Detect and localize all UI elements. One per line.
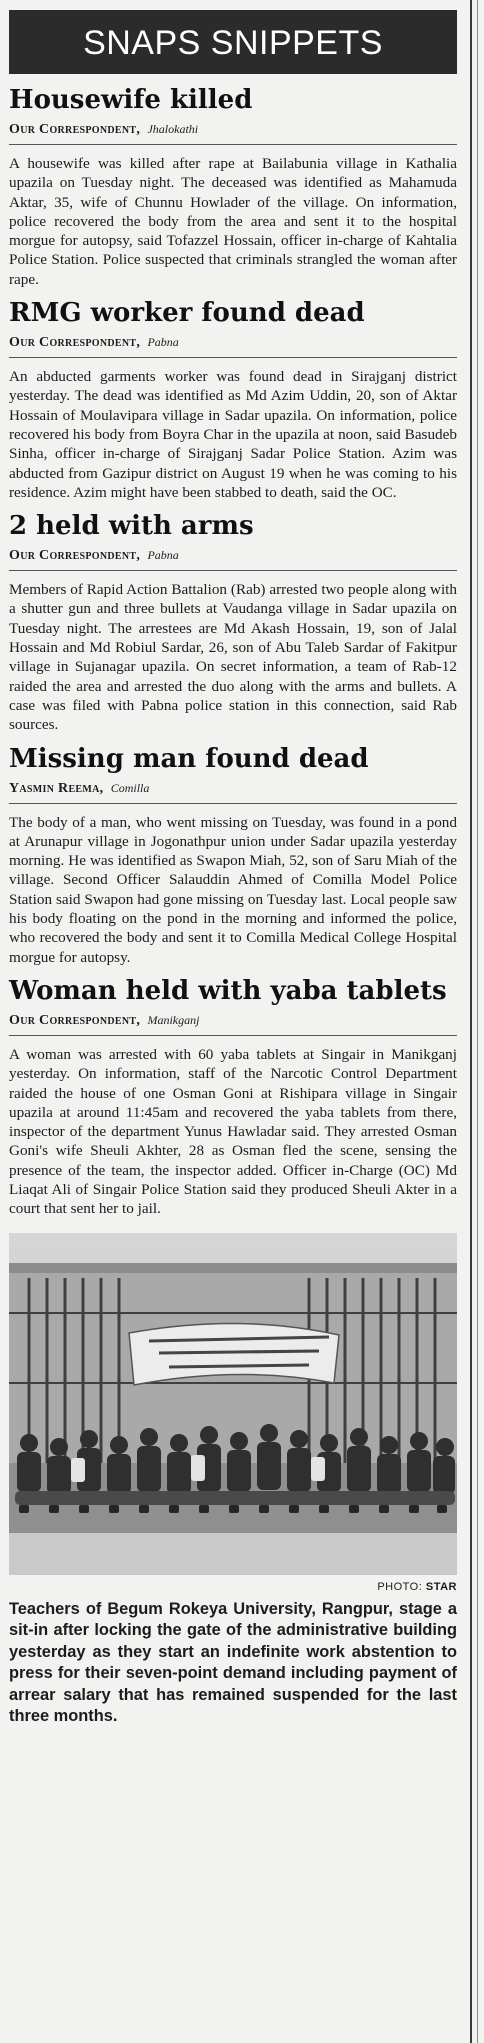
byline-place: Comilla: [110, 780, 150, 795]
story-headline: Housewife killed: [9, 85, 253, 115]
byline-author: Our Correspondent,: [9, 548, 141, 564]
photo-caption: Teachers of Begum Rokeya University, Rangpur, stage a sit-in after locking the gate of the administrative building yesterday as they start an indefinite work abstention to press for their seven-point demand including payment of arrear salary that has remained suspended for the last three months.: [9, 1599, 457, 1726]
story-missing-man: [9, 743, 457, 967]
story-byline: [9, 120, 457, 138]
byline-author: Yasmin Reema,: [9, 780, 104, 796]
story-headline: Missing man found dead: [9, 743, 369, 774]
story-body: A housewife was killed after rape at Bailabunia village in Kathalia upazila on Tuesday night. The deceased was identified as Mahamuda Aktar, 35, wife of Chunnu Howlader of the village. On information, police recovered the body from the area and sent it to the hospital morgue for autopsy, said Tofazzel Hossain, officer in-charge of Kahtalia Police Station. Police suspected that criminals strangled the woman after rape.: [9, 155, 457, 288]
byline-author: Our Correspondent,: [9, 122, 141, 137]
story-body: The body of a man, who went missing on Tuesday, was found in a pond at Arunapur village in Jogonathpur union under Sadar upazila yesterday morning. He was identified as Swapon Miah, 52, son of Saru Miah of the village. Second Officer Salauddin Ahmed of Comilla Model Police Station said Swapon had gone missing on Tuesday last. Local people saw his body floating on the pond in the morning and informed the police, who recovered the body and sent it to Comilla Medical College Hospital morgue for autopsy.: [9, 813, 457, 966]
byline-rule: [9, 1035, 457, 1036]
byline-rule: [9, 357, 457, 358]
photo-credit-prefix: PHOTO:: [377, 1580, 423, 1593]
story-byline: [9, 779, 457, 797]
story-byline: [9, 333, 457, 351]
story-rmg-worker: [9, 297, 457, 502]
byline-author: Our Correspondent,: [9, 335, 141, 351]
story-held-with-arms: [9, 510, 457, 734]
news-photo: [9, 1233, 457, 1575]
section-masthead: SNAPS SNIPPETS: [9, 10, 457, 74]
story-byline: [9, 546, 457, 564]
photo-credit: [9, 1581, 457, 1593]
story-headline: Woman held with yaba tablets: [9, 975, 447, 1006]
byline-rule: [9, 144, 457, 145]
story-body: A woman was arrested with 60 yaba tablets at Singair in Manikganj yesterday. On information, staff of the Narcotic Control Department raided the house of one Osman Goni at Rishipara village in Singair upazila at around 11:45am and recovered the yaba tablets from there, inspector of the department Yunus Hawladar said. They arrested Osman Goni's wife Sheuli Akhter, 28 as Osman fled the scene, sensing the presence of the team, the inspector added. Officer in-Charge (OC) Md Liaqat Ali of Singair Police Station said they produced Sheuli Akter in a court that sent her to jail.: [9, 1045, 457, 1218]
story-yaba-tablets: [9, 975, 457, 1219]
byline-place: Pabna: [147, 548, 179, 563]
byline-place: Pabna: [147, 335, 179, 350]
sit-in-photo-illustration: [9, 1233, 457, 1575]
column-rule: [470, 0, 472, 2043]
column-rule-thin: [477, 0, 478, 2043]
story-body: Members of Rapid Action Battalion (Rab) arrested two people along with a shutter gun and three bullets at Vaudanga village in Sadar upazila on Tuesday night. The arrestees are Md Akash Hossain, 19, son of Jalal Hossain and Md Robiul Sardar, 26, son of Abu Taleb Sardar of Fakitpur village in Sujanagar upazila. On secret information, a team of Rab-12 raided the area and arrested the duo along with the arms and bullets. A case was filed with Pabna police station in this connection, said Rab sources.: [9, 581, 457, 734]
photo-credit-source: STAR: [425, 1580, 457, 1593]
byline-rule: [9, 803, 457, 804]
byline-place: Jhalokathi: [147, 122, 199, 136]
story-headline: RMG worker found dead: [9, 298, 365, 329]
story-body: An abducted garments worker was found dead in Sirajganj district yesterday. The dead was identified as Md Azim Uddin, 20, son of Aktar Hossain of Moulavipara village in Sadar upazila. On information, police recovered his body from Boyra Char in the upazila at noon, said Basudeb Sinha, officer in-charge of Sirajganj Sadar Police Station. Azim was abducted from Gazipur district on August 19 when he was coming to his residence. Azim might have been stabbed to death, said the OC.: [9, 368, 457, 501]
story-byline: [9, 1011, 457, 1029]
byline-rule: [9, 570, 457, 571]
news-column: [9, 10, 457, 1728]
story-headline: 2 held with arms: [9, 511, 254, 542]
byline-author: Our Correspondent,: [9, 1012, 141, 1028]
byline-place: Manikganj: [147, 1012, 200, 1027]
story-housewife-killed: [9, 84, 457, 289]
